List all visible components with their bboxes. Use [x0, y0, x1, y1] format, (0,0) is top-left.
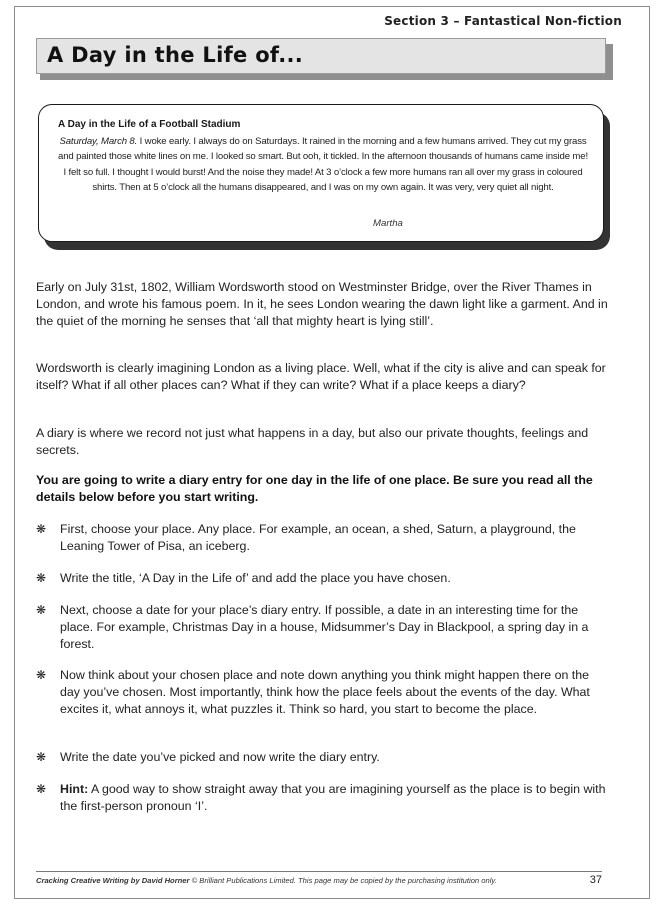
example-text: I woke early. I always do on Saturdays. It rained in the morning and a few humans arrived. They cut my grass and painted those white lines on me. I looked so smart. But ooh, it tickled. In the afternoon thousands of humans came inside me! I felt so full. I thought I would burst! And the noise they made! At 3 o’clock a few more humans ran all over my grass in coloured shirts. Then at 5 o’clock all the humans disappeared, and I was on my own again. It was very, very quiet all night.	[58, 136, 588, 193]
hint-label: Hint:	[60, 782, 89, 796]
instruction-paragraph: You are going to write a diary entry for one day in the life of one place. Be sure you read all the details below before you start writing.	[36, 473, 593, 504]
footer-credit	[36, 876, 497, 885]
example-author: Martha	[373, 218, 403, 229]
hint-body: A good way to show straight away that you are imagining yourself as the place is to begin with the first-person pronoun ‘I’.	[60, 782, 606, 813]
bullet-text: Write the title, ‘A Day in the Life of’ and add the place you have chosen.	[60, 571, 451, 585]
intro-paragraph-1: Early on July 31st, 1802, William Wordsworth stood on Westminster Bridge, over the River Thames in London, and wrote his famous poem. In it, he sees London wearing the dawn light like a garment. And in the quiet of the morning he senses that ‘all that mighty heart is lying still’.	[36, 280, 608, 328]
page-number: 37	[589, 874, 602, 886]
bullet-text: Next, choose a date for your place’s diary entry. If possible, a date in an interesting time for the place. For example, Christmas Day in a house, Midsummer’s Day in Blackpool, a spring day in a forest.	[60, 603, 589, 651]
footer-copyright: © Brilliant Publications Limited. This page may be copied by the purchasing institution only.	[189, 876, 497, 885]
page-title: A Day in the Life of...	[47, 43, 304, 67]
example-date: Saturday, March 8.	[59, 136, 138, 147]
example-body	[57, 134, 589, 195]
bullet-star-icon: ❋	[36, 571, 47, 585]
bullet-text: Now think about your chosen place and note down anything you think might happen there on the day you’ve chosen. Most importantly, think how the place feels about the events of the day. What excites it, what annoys it, what puzzles it. Think so hard, you start to become the place.	[60, 668, 590, 716]
title-banner	[36, 38, 606, 74]
bullet-star-icon: ❋	[36, 522, 47, 536]
footer-book: Cracking Creative Writing by David Horner	[36, 876, 190, 885]
example-diary-box	[38, 104, 604, 242]
example-title: A Day in the Life of a Football Stadium	[58, 119, 241, 130]
bullet-text: Write the date you’ve picked and now write the diary entry.	[60, 750, 380, 764]
intro-paragraph-3: A diary is where we record not just what happens in a day, but also our private thoughts, feelings and secrets.	[36, 426, 589, 457]
footer-divider	[36, 871, 602, 872]
bullet-star-icon: ❋	[36, 750, 47, 764]
intro-paragraph-2: Wordsworth is clearly imagining London as a living place. Well, what if the city is alive and can speak for itself? What if all other places can? What if they can write? What if a place keeps a diary?	[36, 361, 606, 392]
section-label: Section 3 – Fantastical Non-fiction	[384, 14, 622, 28]
bullet-star-icon: ❋	[36, 668, 47, 682]
hint-text	[60, 781, 608, 815]
bullet-text: First, choose your place. Any place. For example, an ocean, a shed, Saturn, a playground, the Leaning Tower of Pisa, an iceberg.	[60, 522, 576, 553]
bullet-star-icon: ❋	[36, 782, 47, 796]
bullet-star-icon: ❋	[36, 603, 47, 617]
